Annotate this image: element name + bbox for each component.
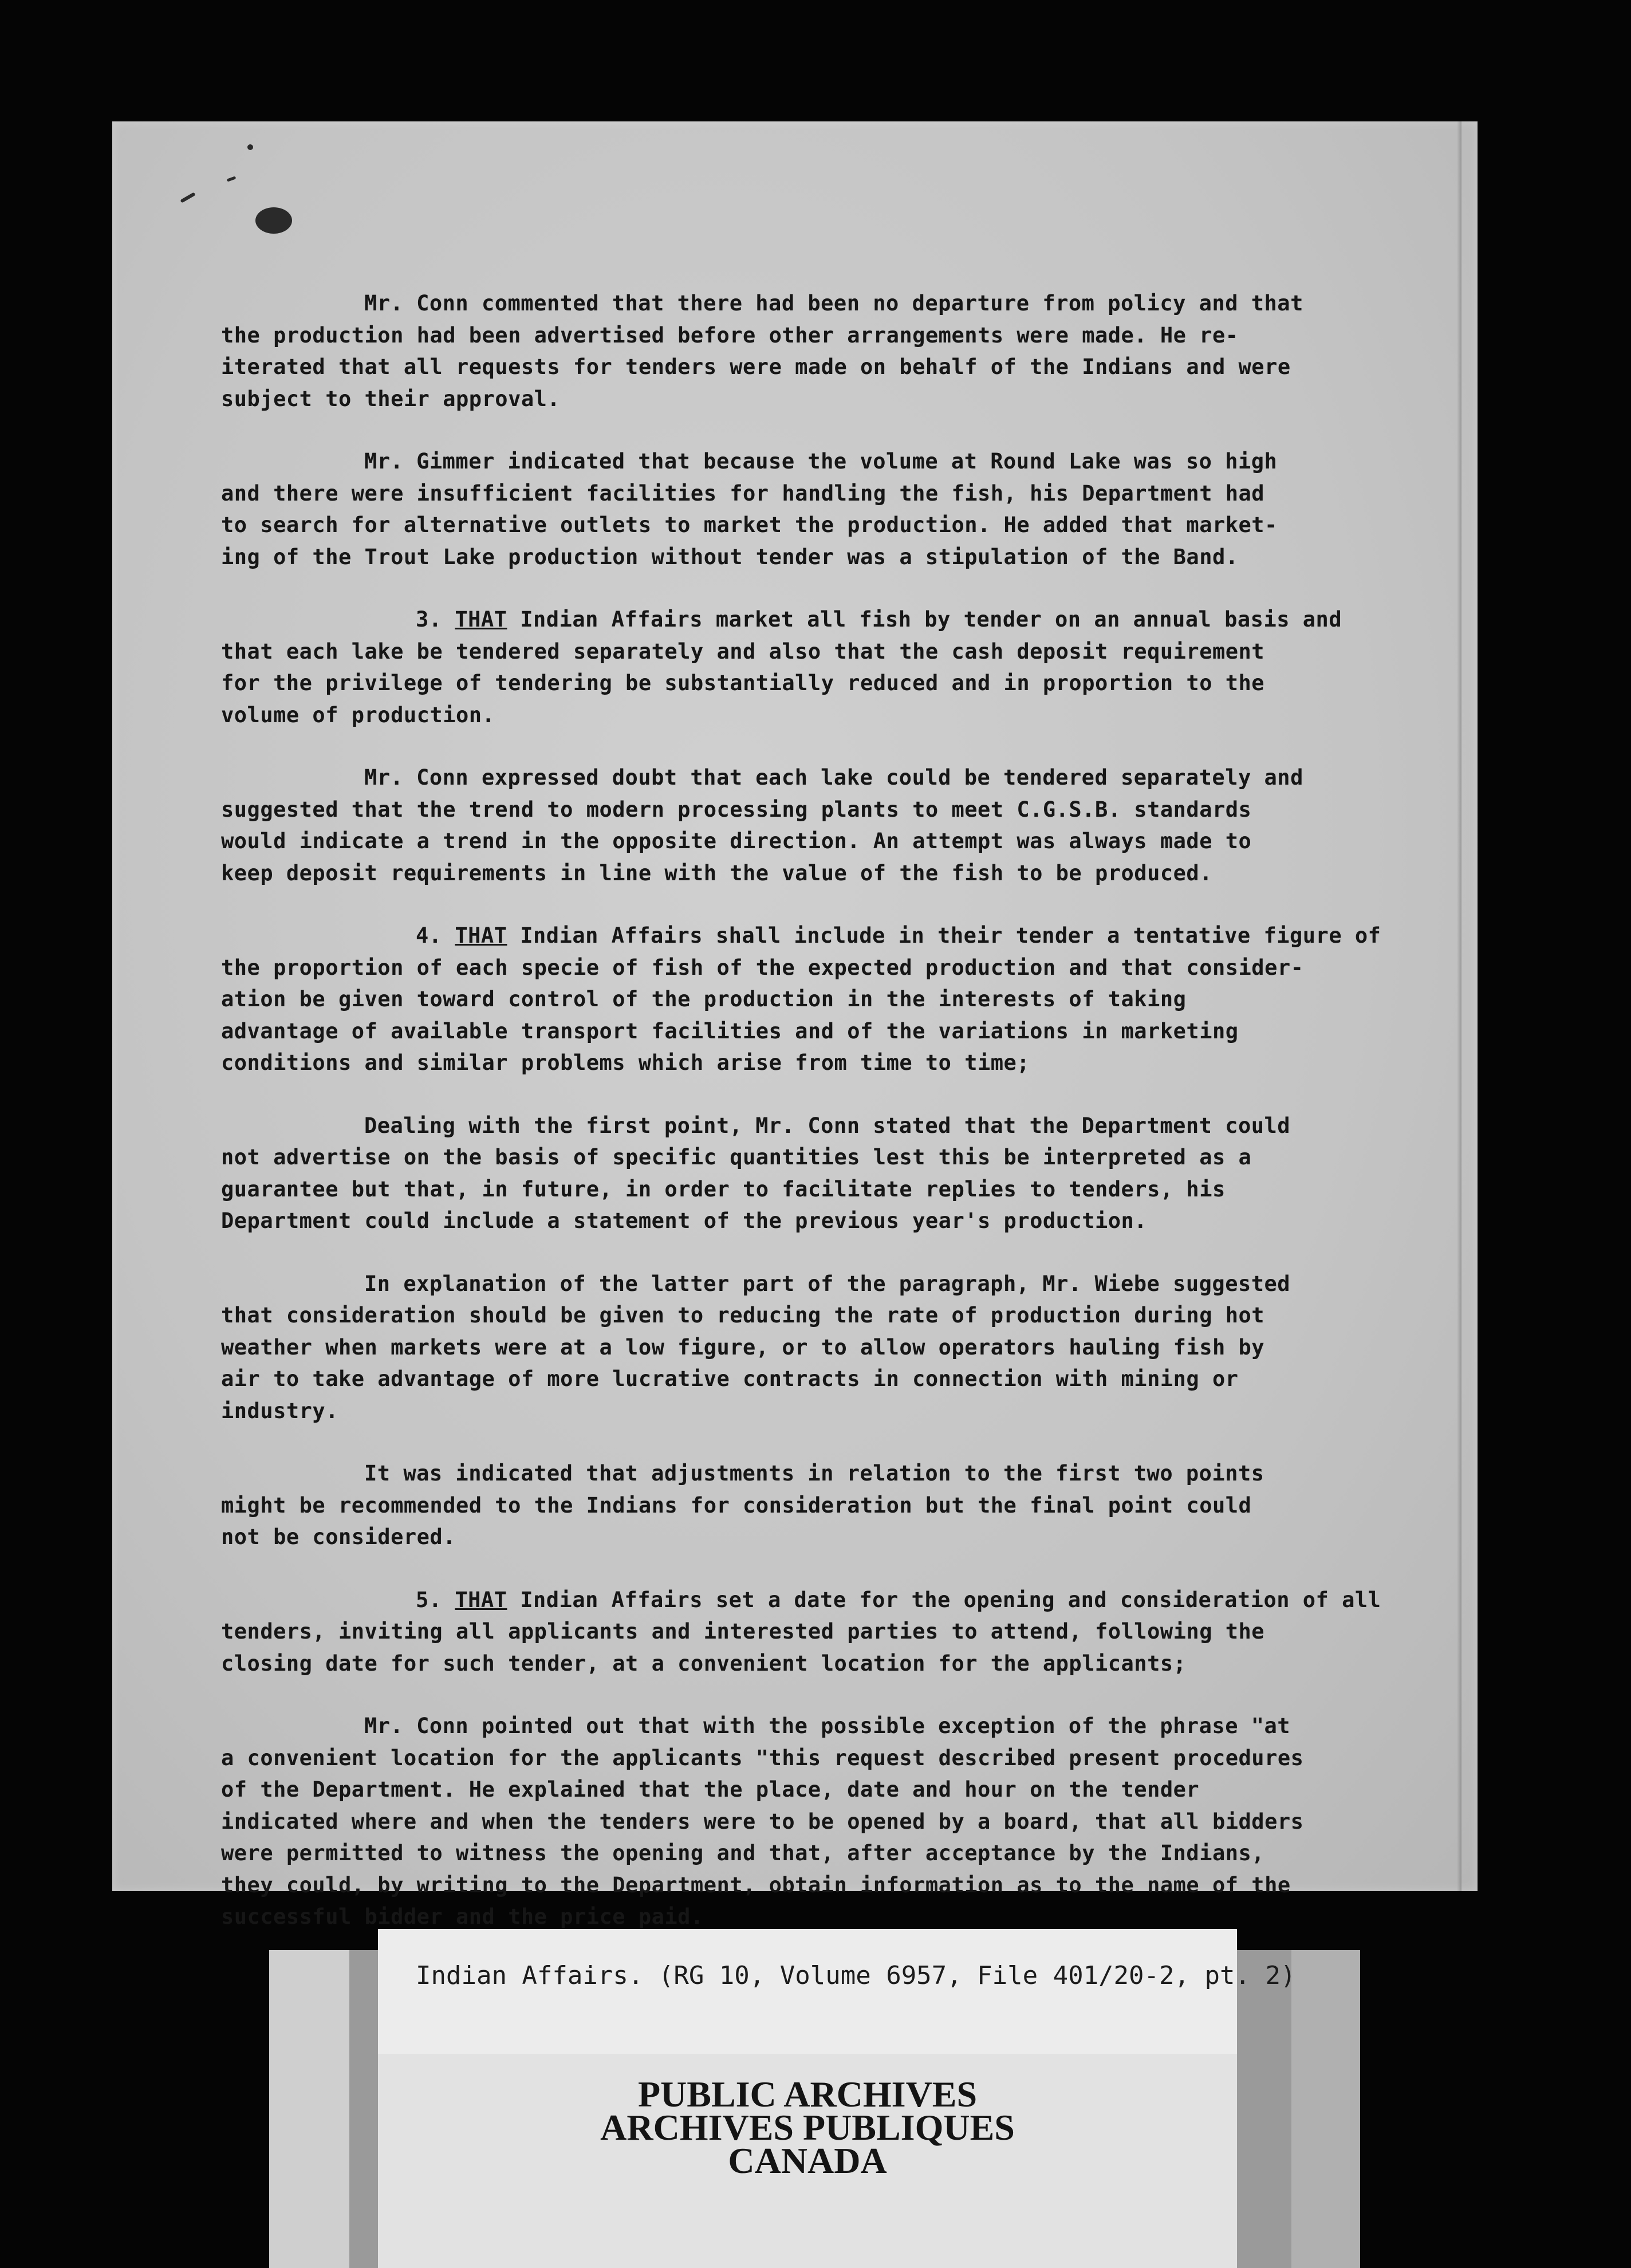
text-line: ation be given toward control of the production in the interests of taking [221, 987, 1187, 1011]
text-line: conditions and similar problems which arise from time to time; [221, 1050, 1030, 1075]
archive-stamp [378, 2054, 1237, 2268]
resolution-number: 5. [416, 1587, 455, 1612]
text-line: industry. [221, 1398, 338, 1423]
resolution-paragraph [221, 920, 1412, 1079]
ink-smudge [255, 207, 292, 234]
resolution-keyword: THAT [455, 1587, 507, 1612]
resolution-keyword: THAT [455, 923, 507, 948]
text-line: weather when markets were at a low figure, or to allow operators hauling fish by [221, 1334, 1265, 1360]
text-line: ing of the Trout Lake production without tender was a stipulation of the Band. [221, 544, 1239, 569]
text-line: closing date for such tender, at a convenient location for the applicants; [221, 1651, 1187, 1676]
archive-reference: Indian Affairs. (RG 10, Volume 6957, File 401/20-2, pt. 2) [416, 1961, 1296, 1990]
text-line: tenders, inviting all applicants and interested parties to attend, following the [221, 1619, 1265, 1644]
text-line: In explanation of the latter part of the paragraph, Mr. Wiebe suggested [364, 1271, 1291, 1296]
text-line: not be considered. [221, 1525, 456, 1549]
paragraph [221, 288, 1412, 415]
ink-smudge [247, 144, 253, 150]
document-body [221, 288, 1412, 1964]
text-line: Mr. Conn pointed out that with the possible exception of the phrase "at [364, 1714, 1291, 1738]
text-line: indicated where and when the tenders were to be opened by a board, that all bidders [221, 1809, 1304, 1834]
text-line: advantage of available transport facilities and of the variations in marketing [221, 1018, 1239, 1044]
ink-smudge [227, 176, 237, 182]
text-line: Dealing with the first point, Mr. Conn stated that the Department could [364, 1113, 1291, 1138]
text-line: It was indicated that adjustments in relation to the first two points [364, 1461, 1264, 1486]
resolution-paragraph [221, 604, 1412, 731]
text-line: Department could include a statement of the previous year's production. [221, 1208, 1148, 1233]
text-line [221, 1584, 1412, 1616]
archive-reference-label [378, 1929, 1296, 2054]
resolution-text: Indian Affairs shall include in their tender a tentative figure of [507, 923, 1381, 948]
paragraph [221, 1458, 1412, 1553]
paragraph [221, 762, 1412, 889]
text-line [221, 920, 1412, 952]
archive-stamp-text [378, 2074, 1237, 2181]
text-line: they could, by writing to the Department, obtain information as to the name of the [221, 1872, 1291, 1897]
text-line: guarantee but that, in future, in order to facilitate replies to tenders, his [221, 1176, 1226, 1202]
text-line [221, 604, 1412, 636]
text-line: suggested that the trend to modern processing plants to meet C.G.S.B. standards [221, 797, 1252, 822]
text-line: for the privilege of tendering be substantially reduced and in proportion to the [221, 671, 1265, 695]
text-line: that consideration should be given to reducing the rate of production during hot [221, 1303, 1265, 1328]
paragraph [221, 1710, 1412, 1933]
text-line: volume of production. [221, 702, 495, 727]
text-line: of the Department. He explained that the place, date and hour on the tender [221, 1777, 1200, 1802]
resolution-paragraph [221, 1584, 1412, 1680]
text-line: keep deposit requirements in line with the value of the fish to be produced. [221, 860, 1212, 885]
text-line: might be recommended to the Indians for consideration but the final point could [221, 1493, 1252, 1518]
stamp-line: ARCHIVES PUBLIQUES [600, 2107, 1015, 2148]
text-line: subject to their approval. [221, 386, 561, 411]
paragraph [221, 1268, 1412, 1427]
text-line: the production had been advertised before other arrangements were made. He re- [221, 322, 1239, 348]
resolution-number: 3. [416, 607, 455, 632]
text-line: not advertise on the basis of specific quantities lest this be interpreted as a [221, 1145, 1252, 1170]
ink-smudge [180, 192, 195, 203]
text-line: Mr. Gimmer indicated that because the volume at Round Lake was so high [364, 449, 1278, 474]
text-line: that each lake be tendered separately and also that the cash deposit requirement [221, 639, 1265, 664]
text-line: would indicate a trend in the opposite direction. An attempt was always made to [221, 829, 1252, 853]
document-page [112, 121, 1478, 1929]
resolution-keyword: THAT [455, 607, 507, 632]
resolution-text: Indian Affairs market all fish by tender on an annual basis and [507, 607, 1342, 632]
paragraph [221, 1110, 1412, 1237]
stamp-line: CANADA [728, 2140, 887, 2181]
text-line: Mr. Conn expressed doubt that each lake could be tendered separately and [364, 765, 1303, 790]
resolution-number: 4. [416, 923, 455, 948]
text-line: the proportion of each specie of fish of the expected production and that consider- [221, 955, 1304, 980]
text-line: a convenient location for the applicants "this request described present procedures [221, 1745, 1304, 1770]
page-edge [1457, 121, 1461, 1891]
text-line: and there were insufficient facilities for handling the fish, his Department had [221, 481, 1265, 506]
resolution-text: Indian Affairs set a date for the opening and consideration of all [507, 1587, 1381, 1612]
paragraph [221, 446, 1412, 573]
text-line: successful bidder and the price paid. [221, 1904, 704, 1929]
text-line: iterated that all requests for tenders were made on behalf of the Indians and were [221, 355, 1291, 379]
text-line: air to take advantage of more lucrative contracts in connection with mining or [221, 1367, 1239, 1391]
text-line: Mr. Conn commented that there had been no departure from policy and that [364, 291, 1303, 316]
stamp-line: PUBLIC ARCHIVES [637, 2074, 978, 2115]
text-line: were permitted to witness the opening and that, after acceptance by the Indians, [221, 1841, 1265, 1865]
text-line: to search for alternative outlets to market the production. He added that market- [221, 513, 1278, 537]
